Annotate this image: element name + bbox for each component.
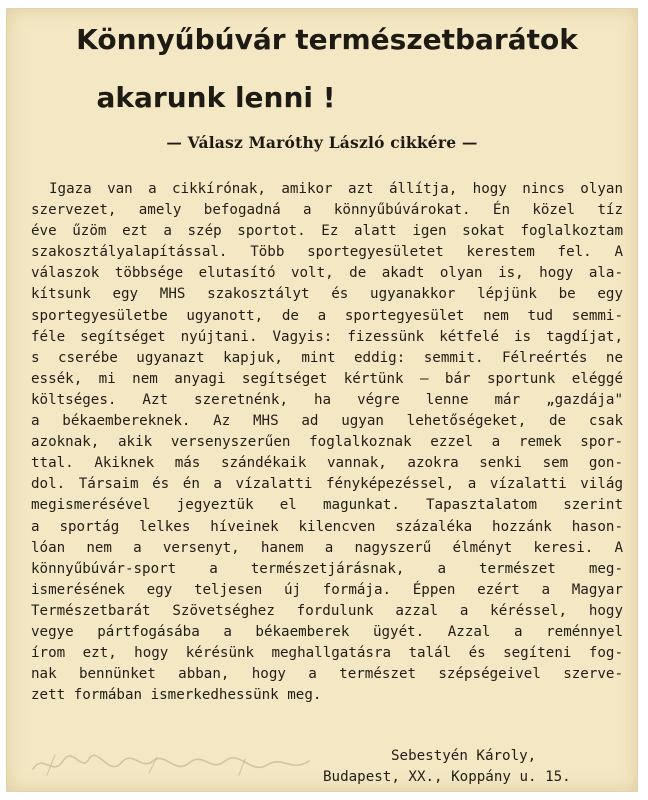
article-line: s cserébe ugyanazt kapjuk, mint eddig: semmit. Félreértés ne (31, 349, 623, 366)
article-line: költséges. Azt szeretnénk, ha végre lenne már „gazdája" (31, 391, 623, 408)
article-line: kítsunk egy MHS szakosztályt és ugyanakkor lépjünk be egy (31, 286, 623, 303)
article-line: azoknak, akik versenyszerűen foglalkoznak ezzel a remek spor- (31, 434, 623, 451)
article-line: ttal. Akiknek más szándékaik vannak, azokra senki sem gon- (31, 455, 623, 472)
article-line: féle segítséget nyújtani. Vagyis: fizessünk kétfelé is tagdíjat, (31, 328, 623, 345)
article-line: könnyűbúvár-sport a természetjárásnak, a természet meg- (31, 560, 623, 577)
newspaper-clipping (6, 8, 638, 792)
article-line: Igaza van a cikkírónak, amikor azt állítja, hogy nincs olyan (49, 181, 623, 197)
signature-block (323, 746, 613, 788)
headline-line-1: Könnyűbúvár természetbarátok (76, 23, 578, 56)
handwritten-scrawl (29, 747, 329, 783)
article-line: szakosztályalapítással. Több sportegyesületet kerestem fel. A (31, 244, 623, 261)
article-line: zett formában ismerkedhessünk meg. (31, 687, 322, 704)
article-line: vegye pártfogásába a békaemberek ügyét. Azzal a reménnyel (31, 623, 623, 640)
article-line: a sportág lelkes híveinek kilencven százaléka hozzánk hason- (31, 518, 623, 535)
article-line: nak bennünket abban, hogy a természet szépségeivel szerve- (31, 666, 623, 683)
article-line: ismerésének egy teljesen új formája. Éppen ezért a Magyar (31, 581, 623, 598)
article-line: essék, mi nem anyagi segítséget kértünk — bár sportunk eléggé (31, 370, 623, 387)
article-body (31, 179, 623, 706)
article-line: sportegyesületbe ugyanott, de a sportegyesület nem tud semmi- (31, 307, 623, 324)
article-line: éve űzöm ezt a szép sportot. Ez alatt igen sokat foglalkoztam (31, 223, 623, 240)
article-line: lóan nem a versenyt, hanem a nagyszerű élményt keresi. A (31, 539, 623, 556)
article-line: Természetbarát Szövetséghez fordulunk azzal a kéréssel, hogy (31, 602, 623, 619)
article-line: dol. Társaim és én a vízalatti fényképezéssel, a vízalatti világ (31, 476, 623, 493)
headline-line-2: akarunk lenni ! (96, 81, 336, 114)
article-line: válaszok többsége elutasító volt, de akadt olyan is, hogy ala- (31, 265, 623, 282)
article-line: megismerésével jegyeztük el magunkat. Tapasztalatom szerint (31, 497, 623, 514)
article-line: írom ezt, hogy kérésünk meghallgatásra talál és segíteni fog- (31, 645, 623, 662)
author-address: Budapest, XX., Koppány u. 15. (323, 769, 571, 785)
author-name: Sebestyén Károly, (391, 748, 537, 764)
subheadline: — Válasz Maróthy László cikkére — (166, 133, 478, 152)
article-line: szervezet, amely befogadná a könnyűbúvárokat. Én közel tíz (31, 202, 623, 219)
article-line: a békaembereknek. Az MHS ad ugyan lehetőségeket, de csak (31, 413, 623, 430)
